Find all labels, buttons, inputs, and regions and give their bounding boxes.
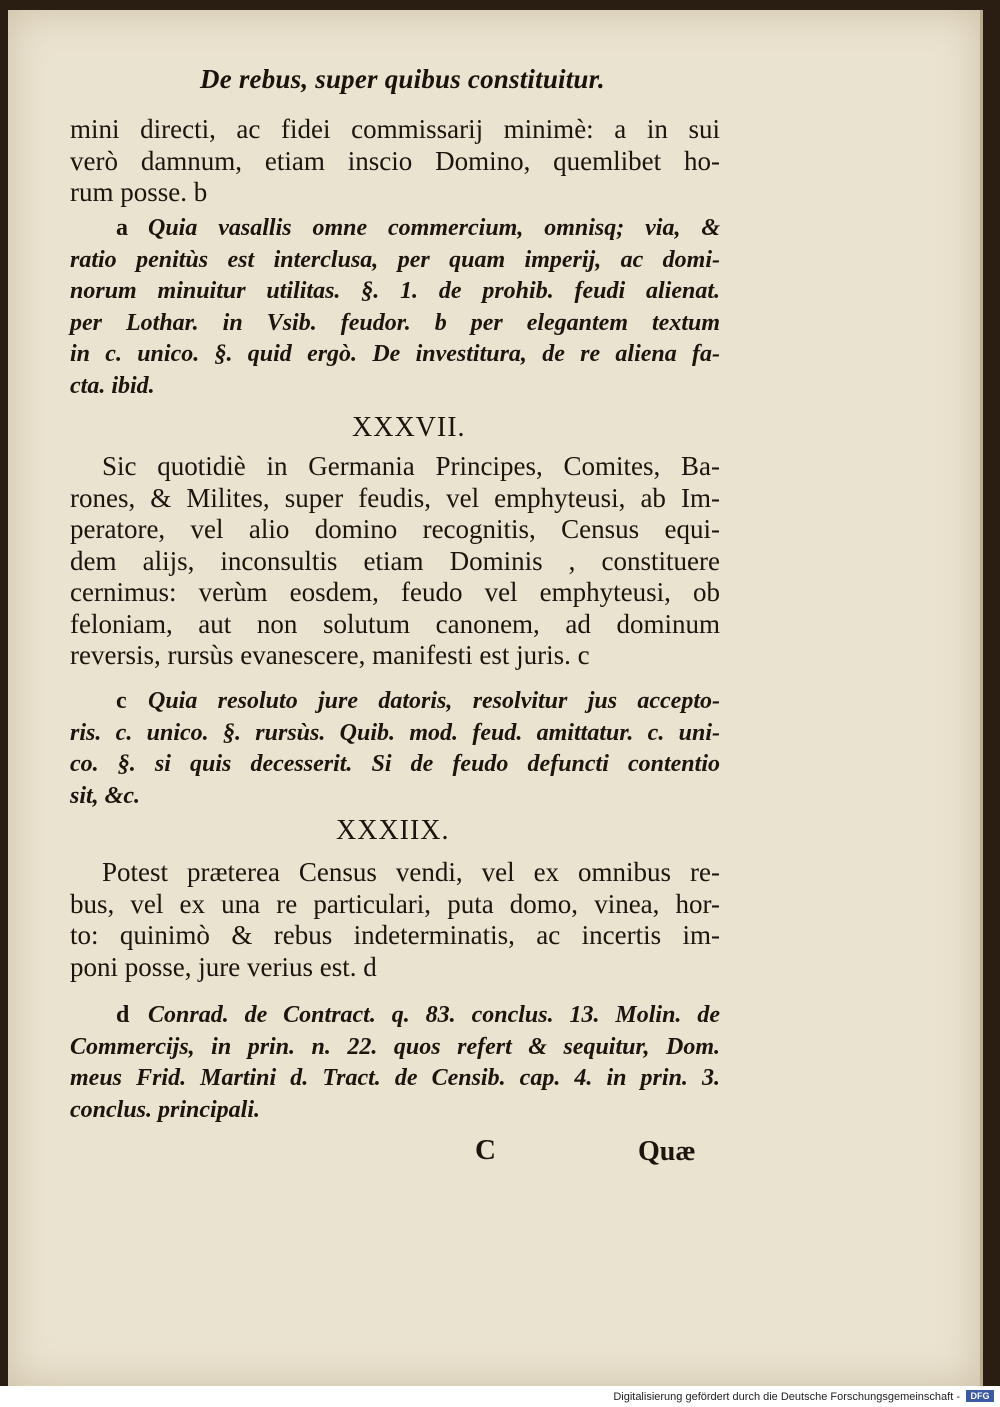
note-line: conclus. principali. (70, 1096, 261, 1123)
footnote-d (70, 1000, 720, 1126)
text-line: to: quinimò & rebus indeterminatis, ac incertis im- (70, 920, 720, 950)
note-line: co. §. si quis decesserit. Si de feudo defuncti contentio (70, 751, 720, 777)
note-line: ris. c. unico. §. rursùs. Quib. mod. feud. amittatur. c. uni- (70, 719, 720, 746)
note-line (70, 213, 720, 245)
note-line: per Lothar. in Vsib. feudor. b per elegantem textum (70, 309, 720, 336)
note-line: in c. unico. §. quid ergò. De investitura, de re aliena fa- (70, 341, 720, 367)
paragraph-2 (70, 451, 720, 672)
text-line: Sic quotidiè in Germania Principes, Comites, Ba- (102, 451, 720, 481)
signature-mark: C (475, 1134, 496, 1166)
footer-credit: Digitalisierung gefördert durch die Deutsche Forschungsgemeinschaft - (613, 1391, 960, 1403)
text-line: poni posse, jure verius est. d (70, 951, 377, 982)
text-line: bus, vel ex una re particulari, puta domo, vinea, hor- (70, 888, 720, 919)
section-number-37: XXXVII. (352, 412, 466, 443)
note-letter: d (116, 1002, 130, 1028)
paragraph-1 (70, 114, 720, 209)
text-line: peratore, vel alio domino recognitis, Census equi- (70, 514, 720, 544)
note-line (70, 686, 720, 718)
note-letter: a (116, 215, 128, 241)
text-line: rones, & Milites, super feudis, vel emphyteusi, ab Im- (70, 482, 720, 513)
footnote-a (70, 213, 720, 402)
running-head: De rebus, super quibus constituitur. (200, 64, 605, 94)
section-number-38: XXXIIX. (336, 815, 450, 846)
text-line: reversis, rursùs evanescere, manifesti est juris. c (70, 640, 590, 670)
note-line: cta. ibid. (70, 372, 155, 399)
footnote-c (70, 686, 720, 812)
text-line: cernimus: verùm eosdem, feudo vel emphyteusi, ob (70, 577, 720, 607)
note-text: Quia vasallis omne commercium, omnisq; via, & (148, 215, 720, 241)
paragraph-3 (70, 857, 720, 983)
note-text: Quia resoluto jure datoris, resolvitur jus accepto- (148, 688, 720, 714)
text-line: feloniam, aut non solutum canonem, ad dominum (70, 608, 720, 639)
text-line: verò damnum, etiam inscio Domino, quemlibet ho- (70, 145, 720, 176)
note-line: ratio penitùs est interclusa, per quam imperij, ac domi- (70, 246, 720, 273)
text-line: mini directi, ac fidei commissarij minimè: a in sui (70, 114, 720, 144)
note-letter: c (116, 688, 127, 714)
text-line: Potest præterea Census vendi, vel ex omnibus re- (102, 857, 720, 887)
footer-bar (0, 1386, 1000, 1407)
note-line (70, 1000, 720, 1032)
text-line: rum posse. b (70, 177, 208, 207)
note-line: sit, &c. (70, 782, 140, 809)
text-line: dem alijs, inconsultis etiam Dominis , constituere (70, 545, 720, 576)
catchword: Quæ (638, 1136, 696, 1167)
note-line: Commercijs, in prin. n. 22. quos refert & sequitur, Dom. (70, 1033, 720, 1060)
dfg-logo: DFG (966, 1390, 994, 1402)
note-text: Conrad. de Contract. q. 83. conclus. 13. Molin. de (148, 1002, 720, 1028)
note-line: meus Frid. Martini d. Tract. de Censib. cap. 4. in prin. 3. (70, 1065, 720, 1091)
note-line: norum minuitur utilitas. §. 1. de prohib. feudi alienat. (70, 278, 720, 304)
